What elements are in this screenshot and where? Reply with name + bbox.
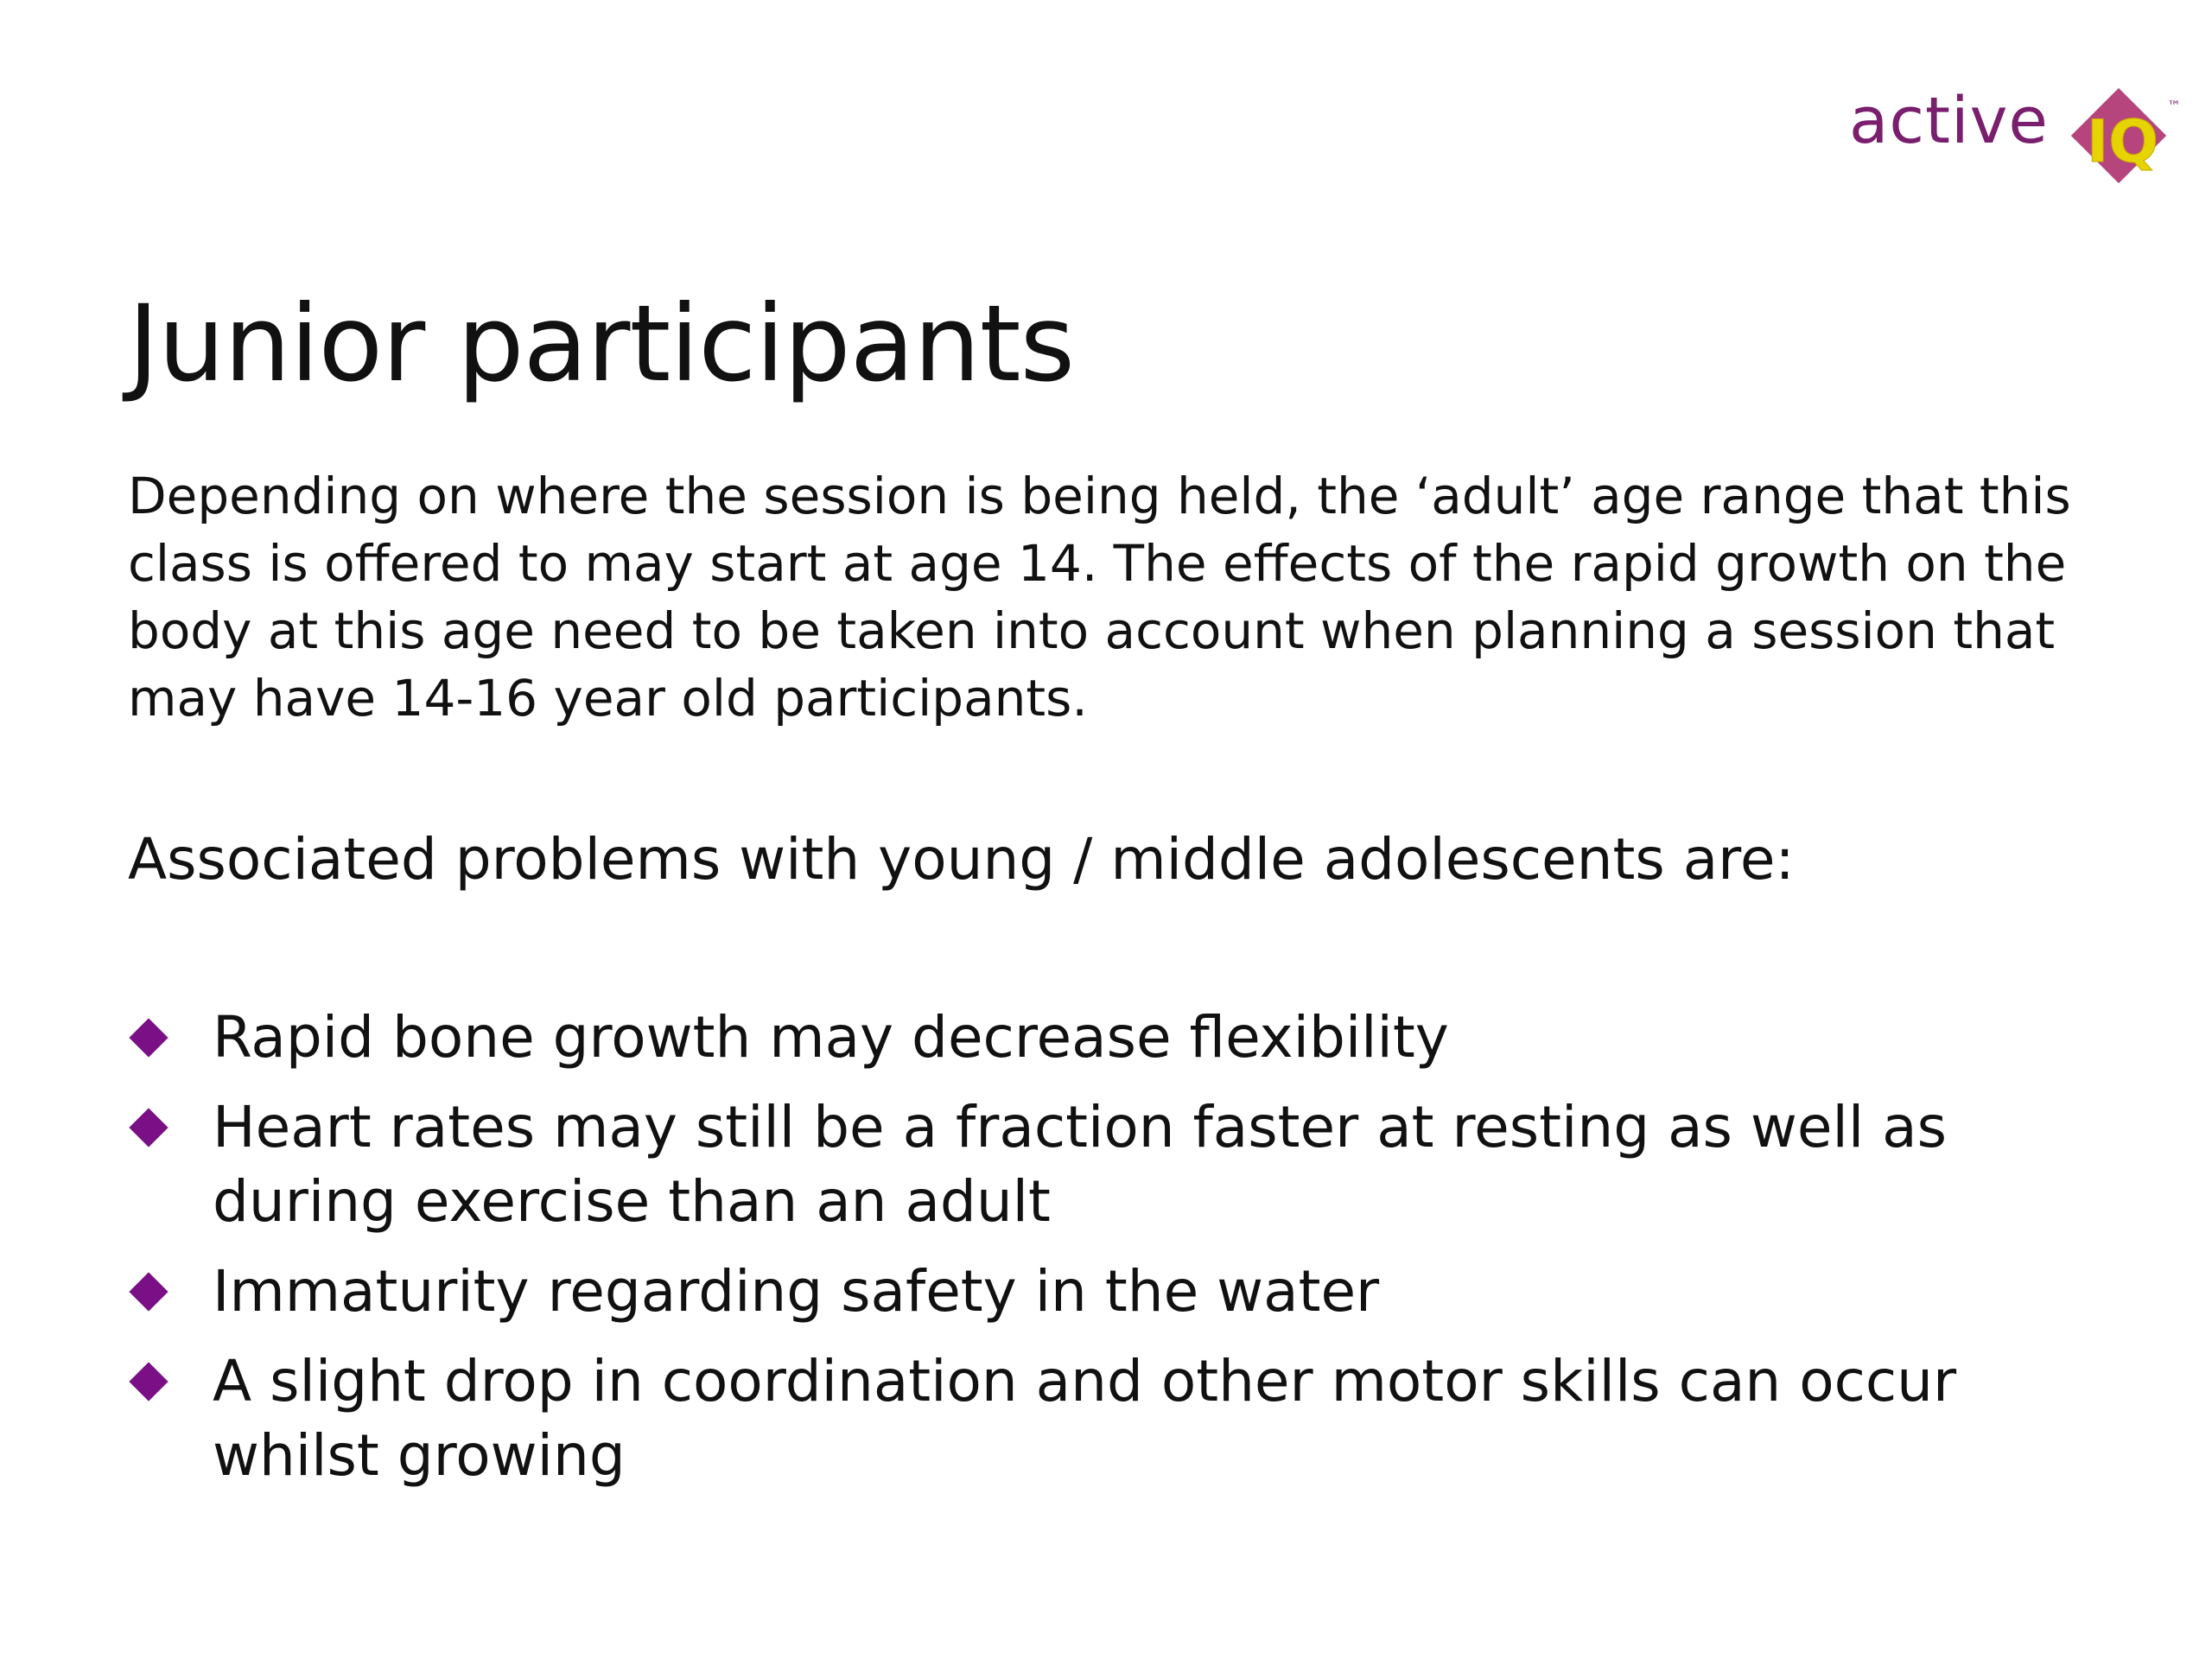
diamond-bullet-icon <box>129 1018 168 1057</box>
slide-title: Junior participants <box>128 283 1075 405</box>
svg-text:IQ: IQ <box>2087 108 2159 176</box>
intro-paragraph: Depending on where the session is being held, the ‘adult’ age range that this class is offered to may start at age 14. The effects of the rapid growth on the body at this age need to be taken into account when planning a session that may have 14-16 year old participants. <box>128 467 2071 728</box>
diamond-bullet-icon <box>129 1272 168 1311</box>
bullet-item <box>128 1001 2115 1075</box>
bullet-item <box>128 1255 2115 1329</box>
diamond-bullet-icon <box>129 1362 168 1401</box>
active-iq-logo <box>1823 78 2186 207</box>
bullet-text: Immaturity regarding safety in the water <box>213 1258 1380 1325</box>
bullet-item <box>128 1344 2115 1493</box>
bullet-list <box>128 1001 2115 1509</box>
bullet-text: Rapid bone growth may decrease flexibility <box>213 1004 1449 1071</box>
svg-text:™: ™ <box>2167 98 2181 114</box>
bullet-text: A slight drop in coordination and other motor skills can occur whilst growing <box>213 1348 1957 1489</box>
bullet-text: Heart rates may still be a fraction faster at resting as well as during exercise than an adult <box>213 1094 1947 1235</box>
bullet-item <box>128 1090 2115 1239</box>
lead-sentence: Associated problems with young / middle adolescents are: <box>128 826 1795 893</box>
svg-text:active: active <box>1849 84 2049 158</box>
diamond-bullet-icon <box>129 1108 168 1147</box>
